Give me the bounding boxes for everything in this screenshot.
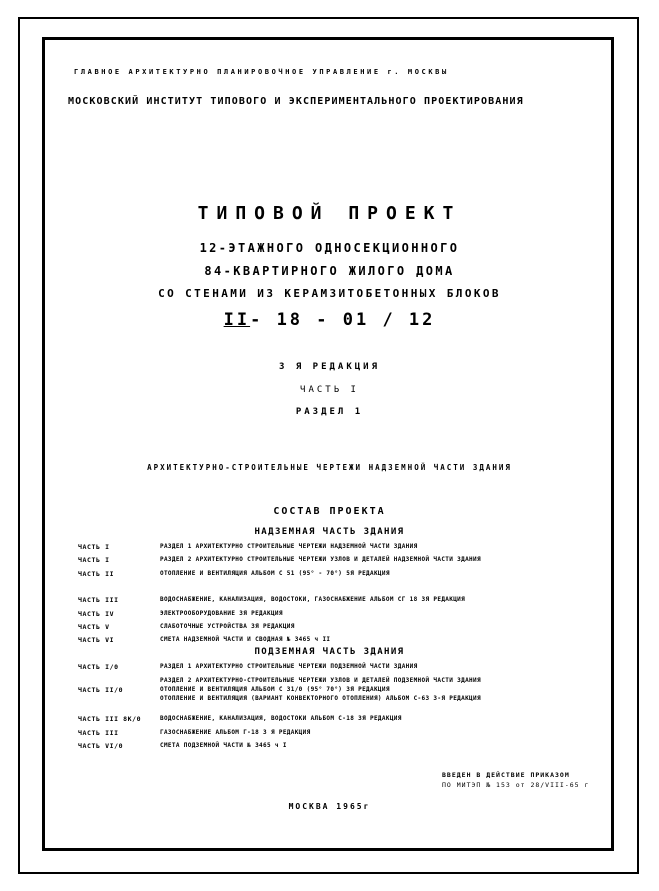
above-row-text: ЭЛЕКТРООБОРУДОВАНИЕ 3Я РЕДАКЦИЯ	[160, 610, 283, 617]
header-institute: МОСКОВСКИЙ ИНСТИТУТ ТИПОВОГО И ЭКСПЕРИМЕНТАЛЬНОГО ПРОЕКТИРОВАНИЯ	[68, 96, 524, 107]
above-row-label: ЧАСТЬ IV	[78, 610, 115, 618]
below-row-text: РАЗДЕЛ 2 АРХИТЕКТУРНО-СТРОИТЕЛЬНЫЕ ЧЕРТЕЖИ УЗЛОВ И ДЕТАЛЕЙ ПОДЗЕМНОЙ ЧАСТИ ЗДАНИЯ	[160, 677, 481, 684]
below-row-label: ЧАСТЬ II/0	[78, 686, 124, 694]
above-ground-title: НАДЗЕМНАЯ ЧАСТЬ ЗДАНИЯ	[254, 527, 405, 537]
redaction: 3 Я РЕДАКЦИЯ	[278, 362, 381, 372]
below-row-label: ЧАСТЬ III	[78, 729, 119, 737]
below-row-label: ЧАСТЬ III 8К/0	[78, 715, 142, 723]
page-title: ТИПОВОЙ ПРОЕКТ	[197, 203, 462, 224]
above-row-label: ЧАСТЬ III	[78, 596, 119, 604]
above-row-text: СЛАБОТОЧНЫЕ УСТРОЙСТВА 3Я РЕДАКЦИЯ	[160, 623, 295, 630]
above-row-label: ЧАСТЬ V	[78, 623, 110, 631]
above-row-label: ЧАСТЬ I	[78, 556, 110, 564]
project-code-rest: - 18 - 01 / 12	[250, 310, 436, 330]
below-row-label: ЧАСТЬ VI/0	[78, 742, 124, 750]
above-row-text: РАЗДЕЛ 1 АРХИТЕКТУРНО СТРОИТЕЛЬНЫЕ ЧЕРТЕЖИ НАДЗЕМНОЙ ЧАСТИ ЗДАНИЯ	[160, 543, 418, 550]
part-label: ЧАСТЬ I	[300, 385, 359, 395]
introduced-line-2: ПО МИТЭП № 153 от 28/VIII-65 г	[442, 781, 590, 789]
above-row-label: ЧАСТЬ II	[78, 570, 115, 578]
above-row-text: СМЕТА НАДЗЕМНОЙ ЧАСТИ И СВОДНАЯ № 3465 ч II	[160, 636, 331, 643]
project-code-roman: II	[223, 310, 251, 330]
above-row-text: РАЗДЕЛ 2 АРХИТЕКТУРНО СТРОИТЕЛЬНЫЕ ЧЕРТЕЖИ УЗЛОВ И ДЕТАЛЕЙ НАДЗЕМНОЙ ЧАСТИ ЗДАНИЯ	[160, 556, 481, 563]
below-row-text-3: ОТОПЛЕНИЕ И ВЕНТИЛЯЦИЯ (ВАРИАНТ КОНВЕКТОРНОГО ОТОПЛЕНИЯ) АЛЬБОМ С-63 3-Я РЕДАКЦИЯ	[160, 695, 481, 702]
inner-frame	[42, 37, 614, 851]
composition-title: СОСТАВ ПРОЕКТА	[273, 506, 386, 517]
below-row-label: ЧАСТЬ I/0	[78, 663, 119, 671]
below-row-text: СМЕТА ПОДЗЕМНОЙ ЧАСТИ № 3465 ч I	[160, 742, 287, 749]
title-line-1: 12-ЭТАЖНОГО ОДНОСЕКЦИОННОГО	[199, 241, 460, 255]
project-code	[0, 312, 659, 329]
title-line-3: СО СТЕНАМИ ИЗ КЕРАМЗИТОБЕТОННЫХ БЛОКОВ	[158, 287, 501, 300]
below-row-text: РАЗДЕЛ 1 АРХИТЕКТУРНО СТРОИТЕЛЬНЫЕ ЧЕРТЕЖИ ПОДЗЕМНОЙ ЧАСТИ ЗДАНИЯ	[160, 663, 418, 670]
title-line-2: 84-КВАРТИРНОГО ЖИЛОГО ДОМА	[204, 264, 455, 278]
below-row-text: ВОДОСНАБЖЕНИЕ, КАНАЛИЗАЦИЯ, ВОДОСТОКИ АЛЬБОМ С-18 3Я РЕДАКЦИЯ	[160, 715, 402, 722]
above-row-label: ЧАСТЬ VI	[78, 636, 115, 644]
above-row-label: ЧАСТЬ I	[78, 543, 110, 551]
section-label: РАЗДЕЛ 1	[295, 407, 364, 417]
below-ground-title: ПОДЗЕМНАЯ ЧАСТЬ ЗДАНИЯ	[254, 647, 405, 657]
above-row-text: ОТОПЛЕНИЕ И ВЕНТИЛЯЦИЯ АЛЬБОМ С 51 (95° - 70°) 5Я РЕДАКЦИЯ	[160, 570, 390, 577]
below-row-text: ГАЗОСНАБЖЕНИЕ АЛЬБОМ Г-18 3 Я РЕДАКЦИЯ	[160, 729, 311, 736]
below-row-text-2: ОТОПЛЕНИЕ И ВЕНТИЛЯЦИЯ АЛЬБОМ С 31/0 (95° 70°) 3Я РЕДАКЦИЯ	[160, 686, 390, 693]
introduced-line-1: ВВЕДЕН В ДЕЙСТВИЕ ПРИКАЗОМ	[442, 771, 570, 779]
header-organization: ГЛАВНОЕ АРХИТЕКТУРНО ПЛАНИРОВОЧНОЕ УПРАВЛЕНИЕ г. МОСКВЫ	[74, 68, 449, 76]
above-row-text: ВОДОСНАБЖЕНИЕ, КАНАЛИЗАЦИЯ, ВОДОСТОКИ, ГАЗОСНАБЖЕНИЕ АЛЬБОМ СГ 18 3Я РЕДАКЦИЯ	[160, 596, 466, 603]
section-title: АРХИТЕКТУРНО-СТРОИТЕЛЬНЫЕ ЧЕРТЕЖИ НАДЗЕМНОЙ ЧАСТИ ЗДАНИЯ	[147, 463, 512, 472]
city-year: МОСКВА 1965г	[288, 802, 371, 811]
